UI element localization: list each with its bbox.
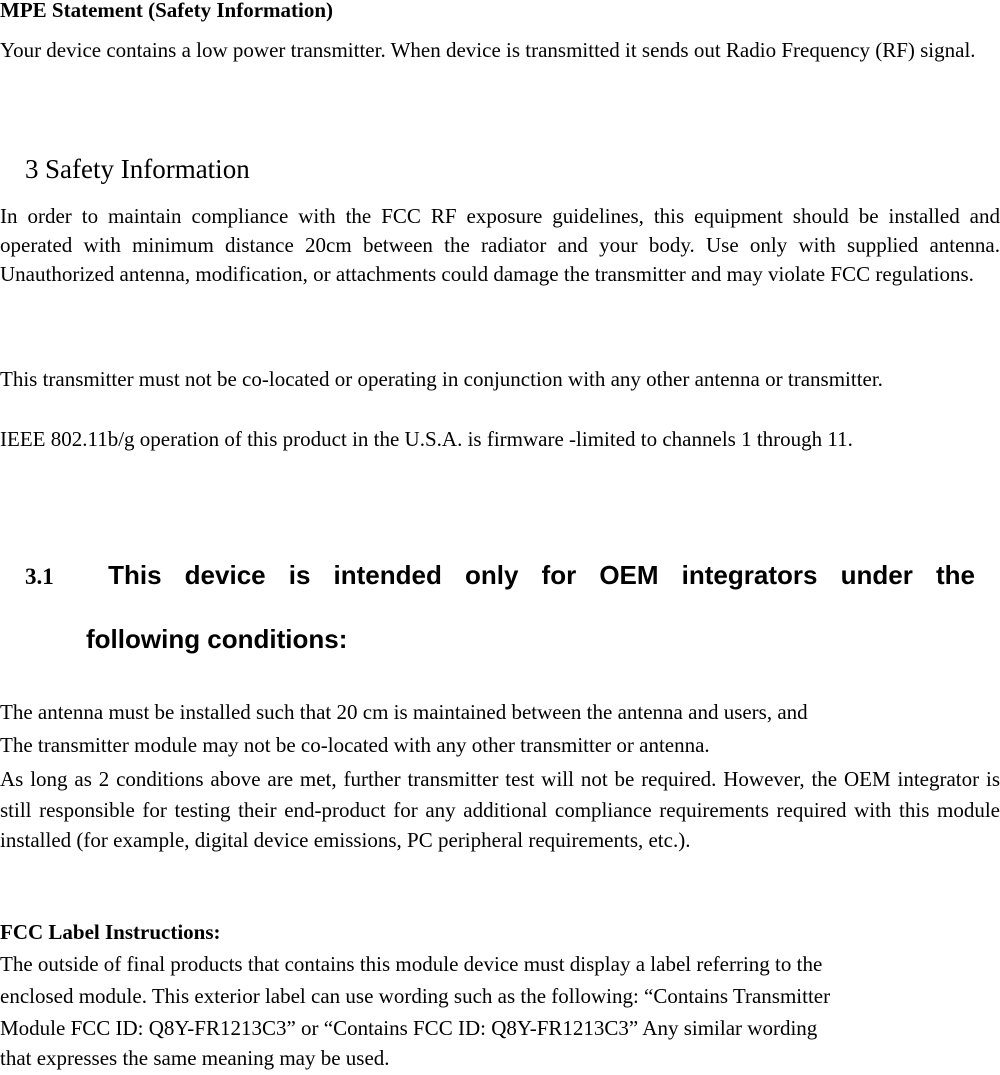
section-3-1-heading <box>25 560 975 591</box>
heading-word: is <box>288 560 311 590</box>
section-3-1-paragraph-2: The transmitter module may not be co-located with any other transmitter or antenna. <box>0 733 710 757</box>
section-3-number: 3 <box>25 154 39 184</box>
section-3-paragraph-1: In order to maintain compliance with the FCC RF exposure guidelines, this equipment should be installed and operated with minimum distance 20cm between the radiator and your body. Use only with supplied antenna. Unauthorized antenna, modification, or attachments could damage the transmitter and may violate FCC regulations. <box>0 204 1000 286</box>
heading-word: for <box>541 560 577 590</box>
section-3-1-number: 3.1 <box>25 564 54 589</box>
mpe-heading: MPE Statement (Safety Information) <box>0 0 334 22</box>
heading-word: under <box>840 560 913 590</box>
section-3-heading <box>25 151 1000 187</box>
section-3-1-paragraph-1: The antenna must be installed such that 20 cm is maintained between the antenna and users, and <box>0 700 808 724</box>
heading-word: OEM <box>599 560 659 590</box>
heading-word: intended <box>333 560 442 590</box>
fcc-label-line-3: Module FCC ID: Q8Y-FR1213C3” or “Contains FCC ID: Q8Y-FR1213C3” Any similar wording <box>0 1016 818 1040</box>
fcc-label-heading: FCC Label Instructions: <box>0 920 221 944</box>
mpe-body: Your device contains a low power transmitter. When device is transmitted it sends out Radio Frequency (RF) signal. <box>0 38 976 62</box>
section-3-1-paragraph-3: As long as 2 conditions above are met, further transmitter test will not be required. However, the OEM integrator is still responsible for testing their end-product for any additional compliance requirements required with this module installed (for example, digital device emissions, PC peripheral requirements, etc.). <box>0 767 1000 852</box>
section-3-1-heading-continued: following conditions: <box>86 624 348 654</box>
heading-word: only <box>464 560 519 590</box>
fcc-label-line-1: The outside of final products that contains this module device must display a label referring to the <box>0 952 823 976</box>
heading-word: integrators <box>681 560 818 590</box>
heading-word: This <box>108 560 162 590</box>
fcc-label-line-4: that expresses the same meaning may be used. <box>0 1046 390 1070</box>
heading-word: device <box>184 560 266 590</box>
heading-word: the <box>935 560 975 590</box>
fcc-label-line-2: enclosed module. This exterior label can use wording such as the following: “Contains Transmitter <box>0 984 831 1008</box>
section-3-paragraph-3: IEEE 802.11b/g operation of this product in the U.S.A. is firmware -limited to channels 1 through 11. <box>0 427 853 451</box>
section-3-paragraph-2: This transmitter must not be co-located or operating in conjunction with any other antenna or transmitter. <box>0 367 883 391</box>
section-3-title: Safety Information <box>45 154 250 184</box>
